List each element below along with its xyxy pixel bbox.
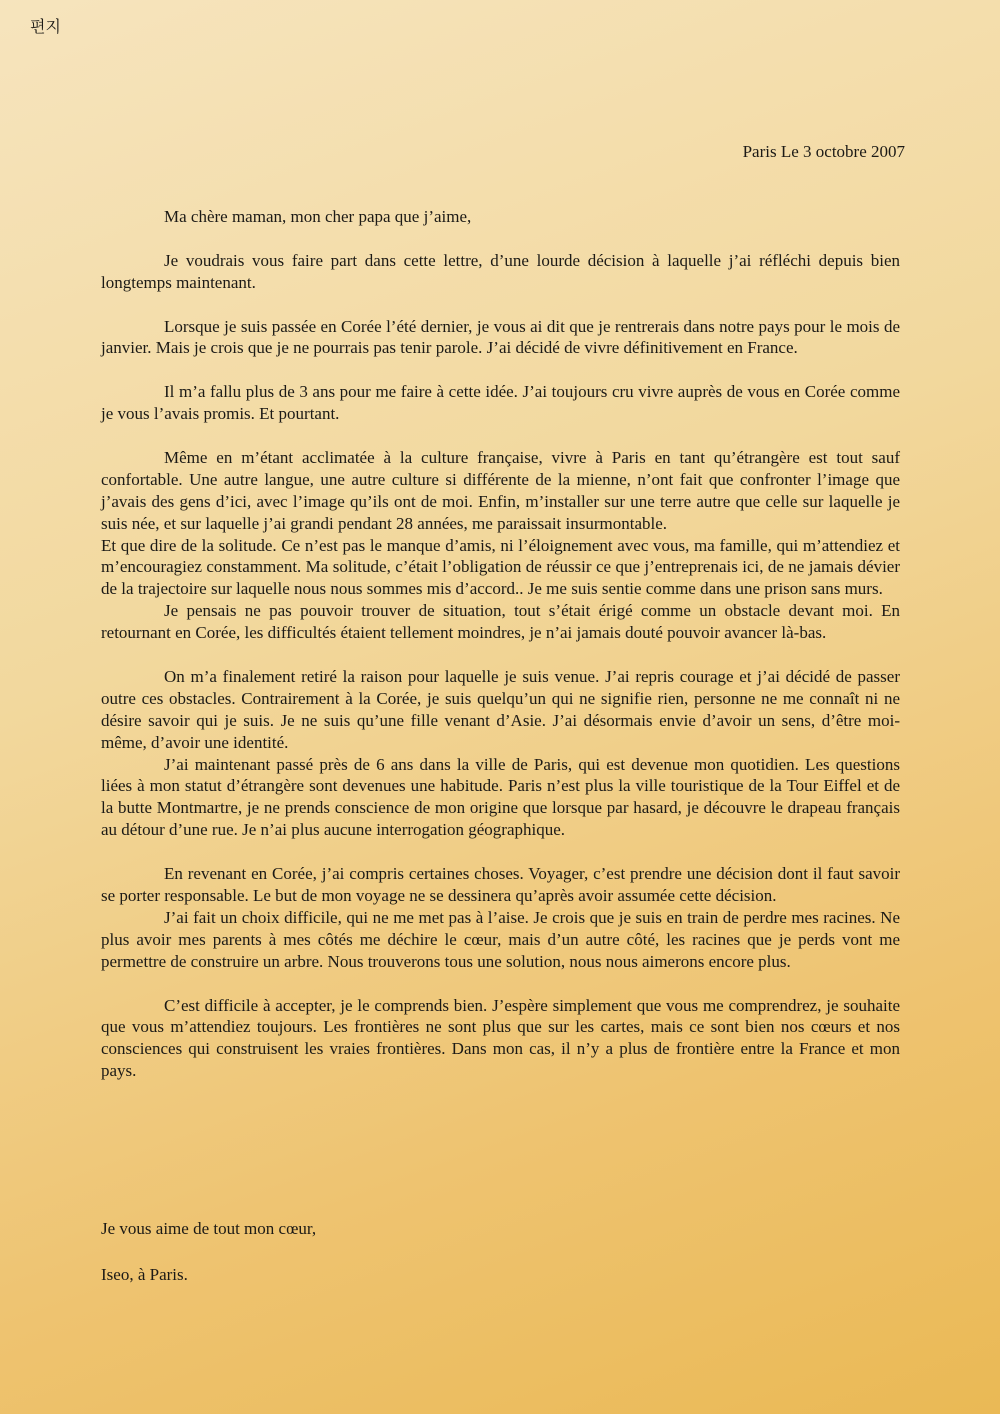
letter-paragraph: J’ai maintenant passé près de 6 ans dans la ville de Paris, qui est devenue mon quotidien. Les questions liées à mon statut d’étrangère sont devenues une habitude. Paris n’est plus la ville touristique de la Tour Eiffel et de la butte Montmartre, je ne prends conscience de mon origine que lorsque par hasard, je découvre le drapeau français au détour d’une rue. Je n’ai plus aucune interrogation géographique. <box>101 754 900 840</box>
letter-paragraph: On m’a finalement retiré la raison pour laquelle je suis venue. J’ai repris courage et j’ai décidé de passer outre ces obstacles. Contrairement à la Corée, je suis quelqu’un qui ne signifie rien, personne ne me connaît ni ne désire savoir qui je suis. Je ne suis qu’une fille venant d’Asie. J’ai désormais envie d’avoir un sens, d’être moi-même, d’avoir une identité. <box>101 666 900 752</box>
letter-signature: Iseo, à Paris. <box>101 1265 188 1284</box>
letter-paragraph: Lorsque je suis passée en Corée l’été dernier, je vous ai dit que je rentrerais dans notre pays pour le mois de janvier. Mais je crois que je ne pourrais pas tenir parole. J’ai décidé de vivre définitivement en France. <box>101 316 900 358</box>
page-label: 편지 <box>30 17 61 36</box>
letter-paragraph: Et que dire de la solitude. Ce n’est pas le manque d’amis, ni l’éloignement avec vous, ma famille, qui m’attendiez et m’encouragiez constamment. Ma solitude, c’était l’obligation de réussir ce que j’entreprenais ici, de ne jamais dévier de la trajectoire sur laquelle nous nous sommes mis d’accord.. Je me suis sentie comme dans une prison sans murs. <box>101 535 900 599</box>
letter-body <box>101 206 900 1082</box>
letter-paragraph: En revenant en Corée, j’ai compris certaines choses. Voyager, c’est prendre une décision dont il faut savoir se porter responsable. Le but de mon voyage ne se dessinera qu’après avoir assumée cette décision. <box>101 864 900 905</box>
letter-paragraph: Je pensais ne pas pouvoir trouver de situation, tout s’était érigé comme un obstacle devant moi. En retournant en Corée, les difficultés étaient tellement moindres, je n’ai jamais douté pouvoir avancer là-bas. <box>101 601 900 643</box>
letter-date: Paris Le 3 octobre 2007 <box>742 142 905 161</box>
letter-salutation: Ma chère maman, mon cher papa que j’aime, <box>164 207 472 226</box>
letter-paragraph: Il m’a fallu plus de 3 ans pour me faire à cette idée. J’ai toujours cru vivre auprès de vous en Corée comme je vous l’avais promis. Et pourtant. <box>101 382 900 424</box>
letter-paragraph: Même en m’étant acclimatée à la culture française, vivre à Paris en tant qu’étrangère est tout sauf confortable. Une autre langue, une autre culture si différente de la mienne, n’ont fait que confronter l’image que j’avais des gens d’ici, avec l’image qu’ils ont de moi. Enfin, m’installer sur une terre autre que celle sur laquelle je suis née, et sur laquelle j’ai grandi pendant 28 années, me paraissait insurmontable. <box>101 447 900 533</box>
letter-paragraph: Je voudrais vous faire part dans cette lettre, d’une lourde décision à laquelle j’ai réfléchi depuis bien longtemps maintenant. <box>101 250 900 292</box>
letter-paragraph: J’ai fait un choix difficile, qui ne me met pas à l’aise. Je crois que je suis en train de perdre mes racines. Ne plus avoir mes parents à mes côtés me déchire le cœur, mais d’un autre côté, les racines que je perds vont me permettre de construire un arbre. Nous trouverons tous une solution, nous nous aimerons encore plus. <box>101 907 900 971</box>
letter-closing: Je vous aime de tout mon cœur, <box>101 1219 317 1238</box>
letter-paragraph: C’est difficile à accepter, je le comprends bien. J’espère simplement que vous me comprendrez, je souhaite que vous m’attendiez toujours. Les frontières ne sont plus que sur les cartes, mais ce sont bien nos cœurs et nos consciences qui construisent les vraies frontières. Dans mon cas, il n’y a plus de frontière entre la France et mon pays. <box>101 995 900 1081</box>
